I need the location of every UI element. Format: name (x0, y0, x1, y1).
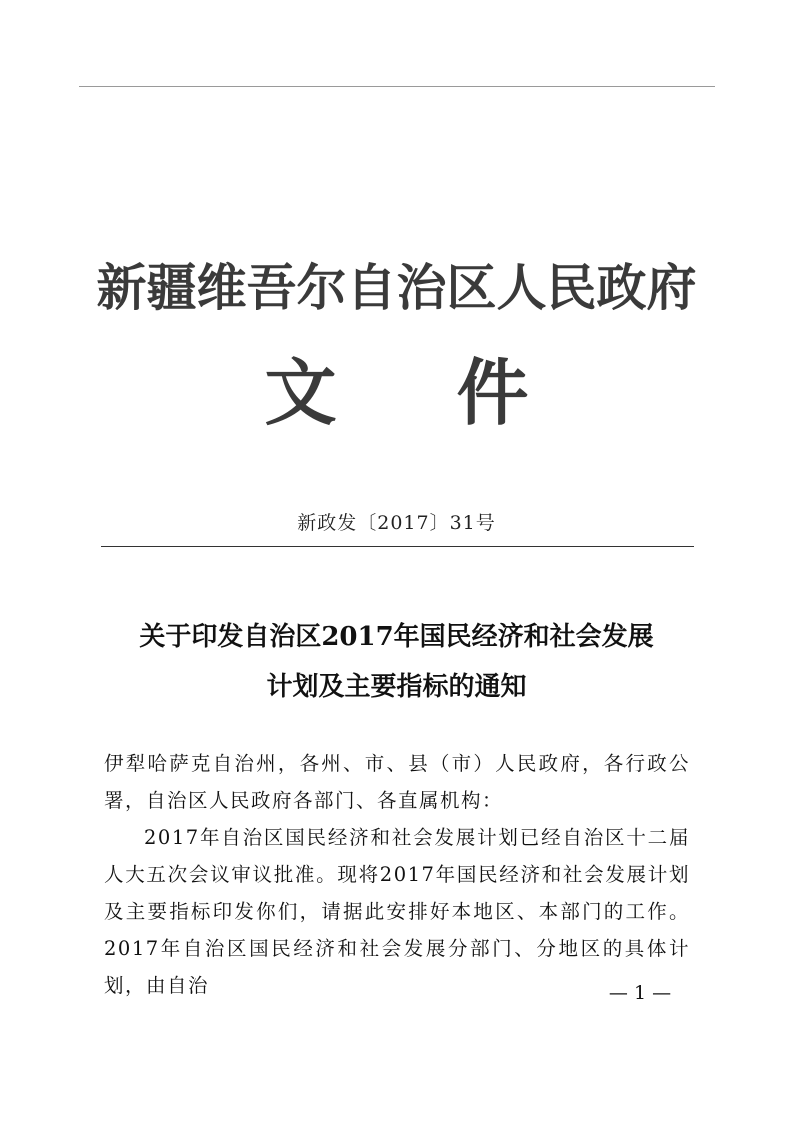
header-top-rule (79, 86, 715, 87)
notice-title-line-2: 计划及主要指标的通知 (266, 672, 527, 702)
addressee-paragraph: 伊犁哈萨克自治州，各州、市、县（市）人民政府，各行政公署，自治区人民政府各部门、各直属机构： (104, 752, 690, 812)
header-separator-rule (101, 546, 694, 547)
notice-title-line-1: 关于印发自治区2017年国民经济和社会发展 (139, 622, 654, 652)
document-body (104, 745, 690, 1004)
notice-title (0, 612, 793, 712)
body-paragraph-1: 2017年自治区国民经济和社会发展计划已经自治区十二届人大五次会议审议批准。现将2017年国民经济和社会发展计划及主要指标印发你们，请据此安排好本地区、本部门的工作。2017年自治区国民经济和社会发展分部门、分地区的具体计划，由自治 (104, 826, 690, 997)
issuing-authority: 新疆维吾尔自治区人民政府 (96, 259, 697, 317)
page-number: — 1 — (608, 982, 672, 1004)
document-number: 新政发〔2017〕31号 (297, 512, 496, 534)
document-type-label: 文件 (264, 351, 649, 435)
